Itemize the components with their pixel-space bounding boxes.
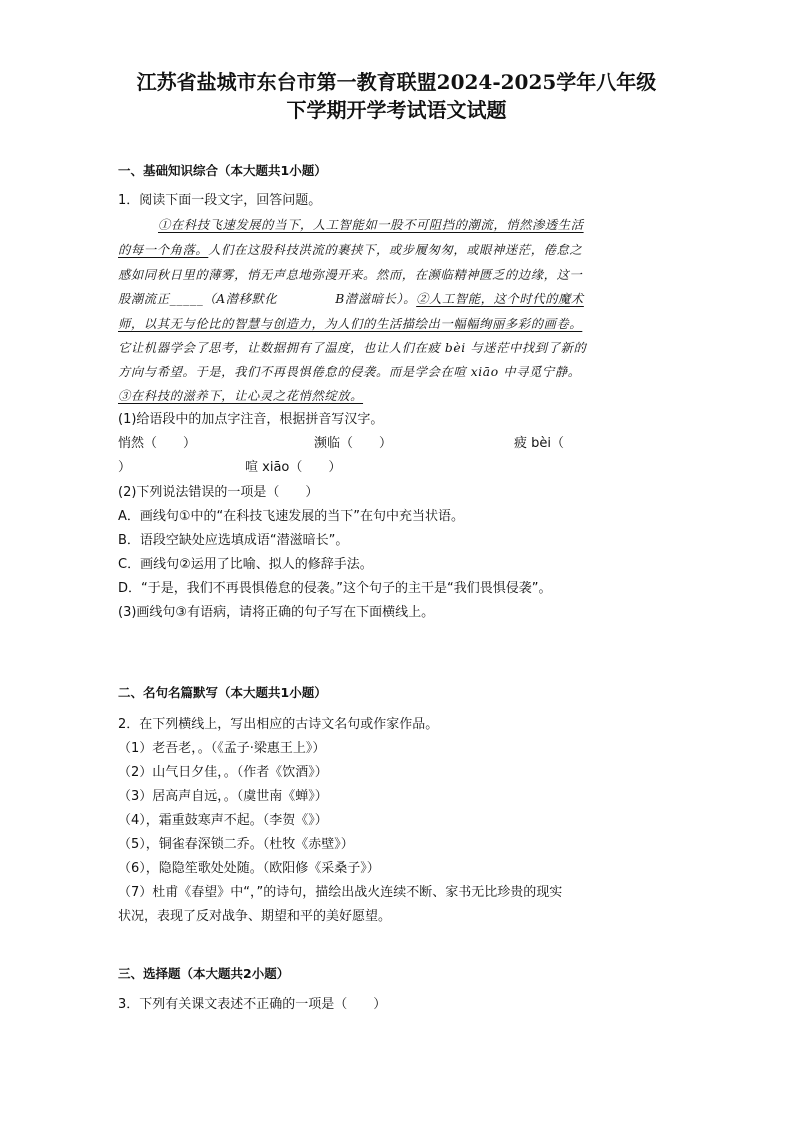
- passage-line-1: ①在科技飞速发展的当下，人工智能如一股不可阻挡的潮流，悄然渗透生活: [158, 218, 584, 232]
- pinyin-item-pibei: 疲 bèi（: [514, 436, 565, 451]
- section1-header: 一、基础知识综合（本大题共1小题）: [118, 163, 327, 178]
- passage-line-2-rest: 人们在这股科技洪流的裹挟下，或步履匆匆，或眼神迷茫，倦怠之: [208, 243, 583, 257]
- page-title-line1: 江苏省盐城市东台市第一教育联盟2024-2025学年八年级: [136, 70, 657, 94]
- q2-stem: 2．在下列横线上，写出相应的古诗文名句或作家作品。: [118, 717, 439, 732]
- option-a: A．画线句①中的“在科技飞速发展的当下”在句中充当状语。: [118, 509, 465, 524]
- passage-line-3: 感如同秋日里的薄雾，悄无声息地弥漫开来。然而，在濒临精神匮乏的边缘，这一: [118, 268, 583, 282]
- recite-item-5: （5），铜雀春深锁二乔。（杜牧《赤壁》）: [118, 837, 354, 852]
- pinyin-item-binlin: 濒临（ ）: [314, 436, 393, 451]
- passage-line-7: 方向与希望。于是，我们不再畏惧倦怠的侵袭。而是学会在喧 xiāo 中寻觅宁静。: [118, 365, 581, 379]
- sub-question-1: (1)给语段中的加点字注音，根据拼音写汉字。: [118, 412, 384, 427]
- passage-line-4-underlined: ②人工智能，这个时代的魔术: [416, 292, 584, 306]
- section2-header: 二、名句名篇默写（本大题共1小题）: [118, 685, 327, 700]
- pinyin-item-xuanxiao: 喧 xiāo（ ）: [245, 460, 342, 475]
- section3-header: 三、选择题（本大题共2小题）: [118, 966, 290, 981]
- passage-line-6: 它让机器学会了思考，让数据拥有了温度，也让人们在疲 bèi 与迷茫中找到了新的: [118, 341, 587, 355]
- pinyin-item-qiaoran: 悄然（ ）: [118, 436, 197, 451]
- q3-stem: 3．下列有关课文表述不正确的一项是（ ）: [118, 997, 387, 1012]
- q1-stem: 1．阅读下面一段文字，回答问题。: [118, 193, 322, 208]
- sub-question-3: (3)画线句③有语病，请将正确的句子写在下面横线上。: [118, 605, 435, 620]
- recite-item-6: （6），隐隐笙歌处处随。（欧阳修《采桑子》）: [118, 861, 380, 876]
- option-d: D．“于是，我们不再畏惧倦怠的侵袭。”这个句子的主干是“我们畏惧侵袭”。: [118, 581, 552, 596]
- option-b: B．语段空缺处应选填成语“潜滋暗长”。: [118, 533, 349, 548]
- passage-line-5: 师，以其无与伦比的智慧与创造力，为人们的生活描绘出一幅幅绚丽多彩的画卷。: [118, 317, 583, 331]
- recite-item-7: （7）杜甫《春望》中“，”的诗句，描绘出战火连续不断、家书无比珍贵的现实: [118, 885, 563, 900]
- recite-item-1: （1）老吾老，。（《孟子·梁惠王上》）: [118, 741, 326, 756]
- sub-question-2: (2)下列说法错误的一项是（ ）: [118, 485, 319, 500]
- pinyin-row-2: [118, 459, 341, 477]
- recite-item-7-cont: 状况，表现了反对战争、期望和平的美好愿望。: [118, 909, 392, 924]
- recite-item-3: （3）居高声自远，。（虞世南《蝉》）: [118, 789, 328, 804]
- passage-line-2-underlined: 的每一个角落。: [118, 243, 209, 257]
- passage-blank-option-a: 股潮流正_____（A潜移默化: [118, 292, 278, 306]
- passage-line-2: [118, 241, 582, 259]
- recite-item-2: （2）山气日夕佳，。（作者《饮酒》）: [118, 765, 328, 780]
- option-c: C．画线句②运用了比喻、拟人的修辞手法。: [118, 557, 373, 572]
- passage-line-8: ③在科技的滋养下，让心灵之花悄然绽放。: [118, 389, 364, 403]
- pinyin-item-pibei-close: ）: [118, 460, 132, 475]
- passage-line-4: [118, 290, 584, 308]
- page-title-line2: 下学期开学考试语文试题: [286, 98, 507, 122]
- pinyin-row-1: [118, 435, 564, 453]
- recite-item-4: （4），霜重鼓寒声不起。（李贺《》）: [118, 813, 328, 828]
- passage-blank-option-b: B潜滋暗长）。: [335, 292, 417, 306]
